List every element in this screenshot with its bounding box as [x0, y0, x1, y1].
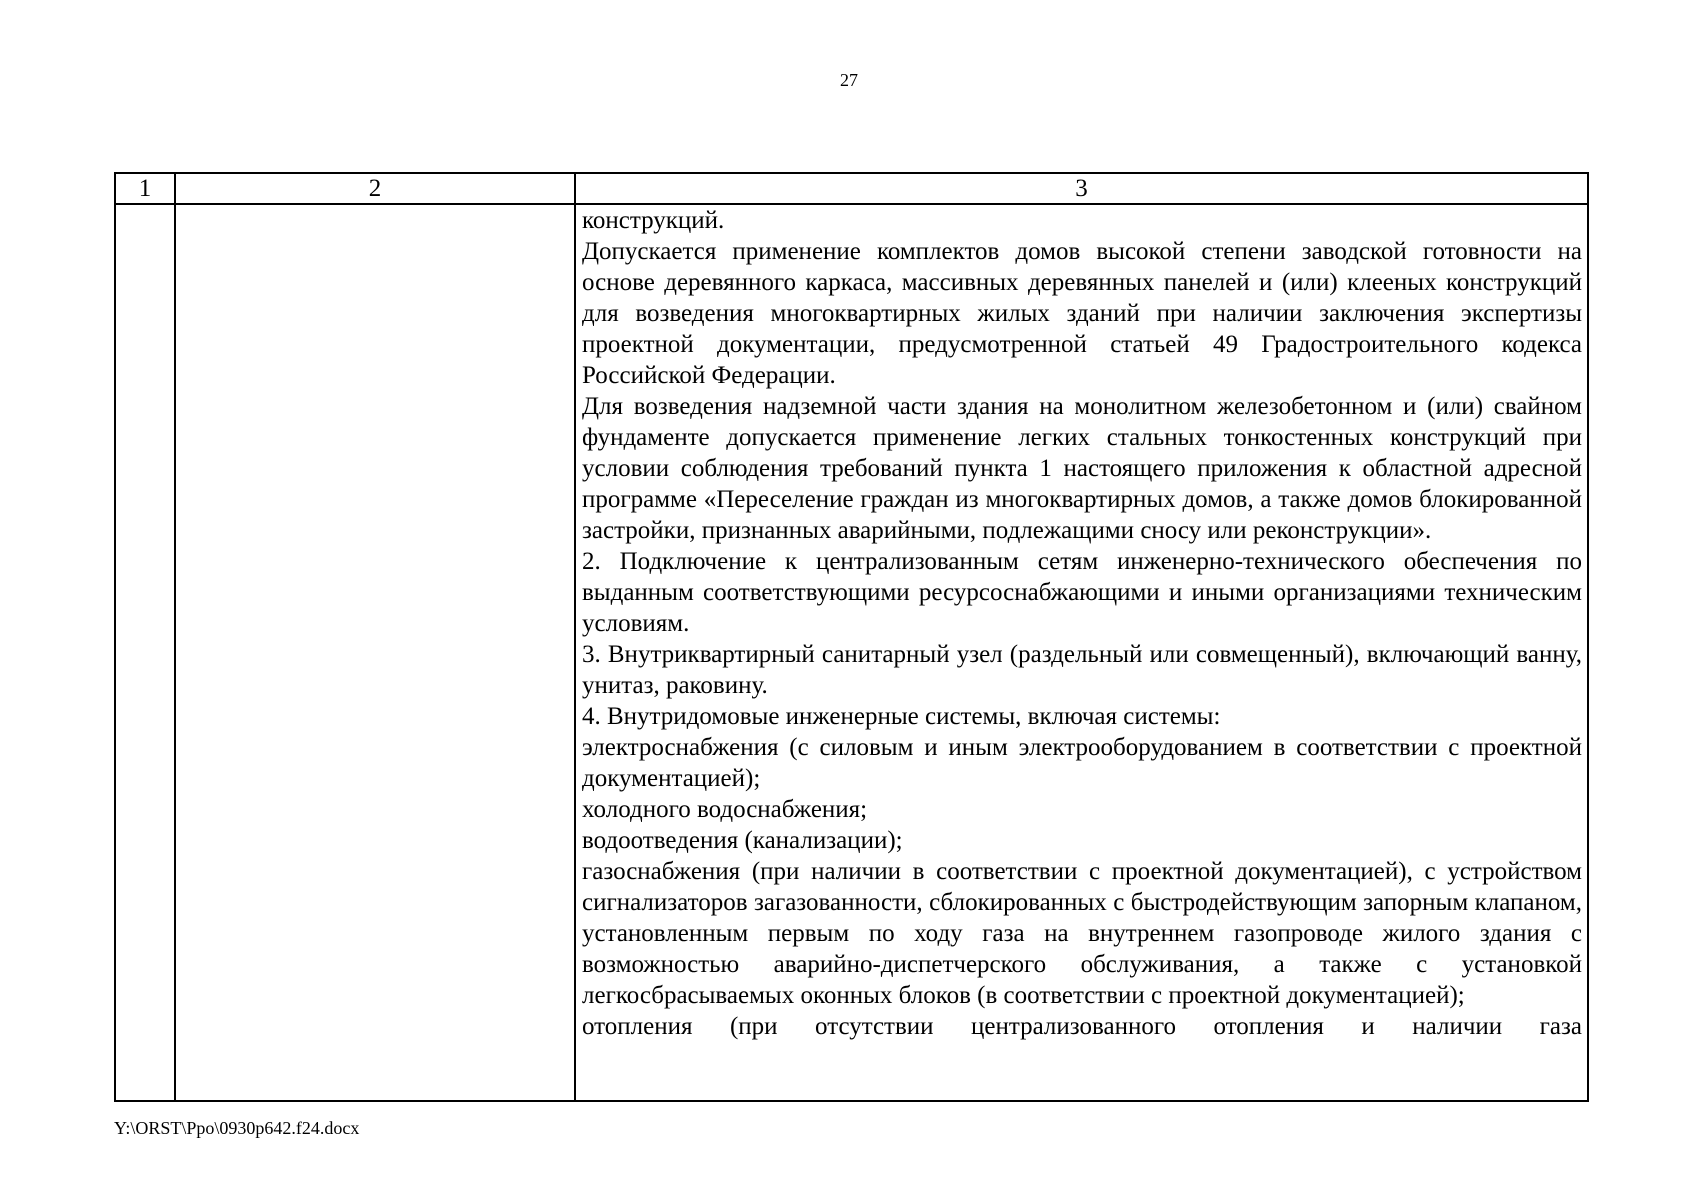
paragraph-item-2-connection: 2. Подключение к централизованным сетям инженерно-технического обеспечения по выданным соответствующими ресурсоснабжающими и иными организациями техническим условиям. — [582, 548, 1582, 637]
requirements-table — [114, 172, 1589, 1102]
table-header-row — [115, 173, 1588, 204]
header-cell-3: 3 — [575, 173, 1588, 204]
footer-file-path: Y:\ORST\Ppo\0930p642.f24.docx — [114, 1118, 360, 1138]
table-row — [115, 204, 1588, 1101]
paragraph-item-4-systems: 4. Внутридомовые инженерные системы, включая системы: — [582, 703, 1221, 730]
cell-col-3-content — [576, 205, 1587, 1100]
paragraph-steel-structures: Для возведения надземной части здания на монолитном железобетонном и (или) свайном фундаменте допускается применение легких стальных тонкостенных конструкций при условии соблюдения требований пункта 1 настоящего приложения к областной адресной программе «Переселение граждан из многоквартирных домов, а также домов блокированной застройки, признанных аварийными, подлежащими сносу или реконструкции». — [582, 393, 1582, 544]
cell-col-1 — [115, 204, 175, 1101]
paragraph-cold-water: холодного водоснабжения; — [582, 796, 868, 823]
paragraph-gas-supply: газоснабжения (при наличии в соответствии с проектной документацией), с устройством сигнализаторов загазованности, сблокированных с быстродействующим запорным клапаном, установленным первым по ходу газа на внутреннем газопроводе жилого здания с возможностью аварийно-диспетчерского обслуживания, а также с установкой легкосбрасываемых оконных блоков (в соответствии с проектной документацией); — [582, 858, 1582, 1009]
header-cell-2: 2 — [175, 173, 575, 204]
paragraph-electricity: электроснабжения (с силовым и иным электрооборудованием в соответствии с проектной документацией); — [582, 734, 1582, 792]
paragraph-constructions: конструкций. — [582, 207, 725, 234]
paragraph-item-3-sanitary: 3. Внутриквартирный санитарный узел (раздельный или совмещенный), включающий ванну, унитаз, раковину. — [582, 641, 1582, 699]
paragraph-heating: отопления (при отсутствии централизованного отопления и наличии газа — [582, 1013, 1582, 1040]
cell-col-2 — [175, 204, 575, 1101]
page-number: 27 — [840, 70, 858, 90]
cell-col-3 — [575, 204, 1588, 1101]
paragraph-timber-kits: Допускается применение комплектов домов высокой степени заводской готовности на основе деревянного каркаса, массивных деревянных панелей и (или) клееных конструкций для возведения многоквартирных жилых зданий при наличии заключения экспертизы проектной документации, предусмотренной статьей 49 Градостроительного кодекса Российской Федерации. — [582, 238, 1582, 389]
paragraph-sewerage: водоотведения (канализации); — [582, 827, 903, 854]
header-cell-1: 1 — [115, 173, 175, 204]
